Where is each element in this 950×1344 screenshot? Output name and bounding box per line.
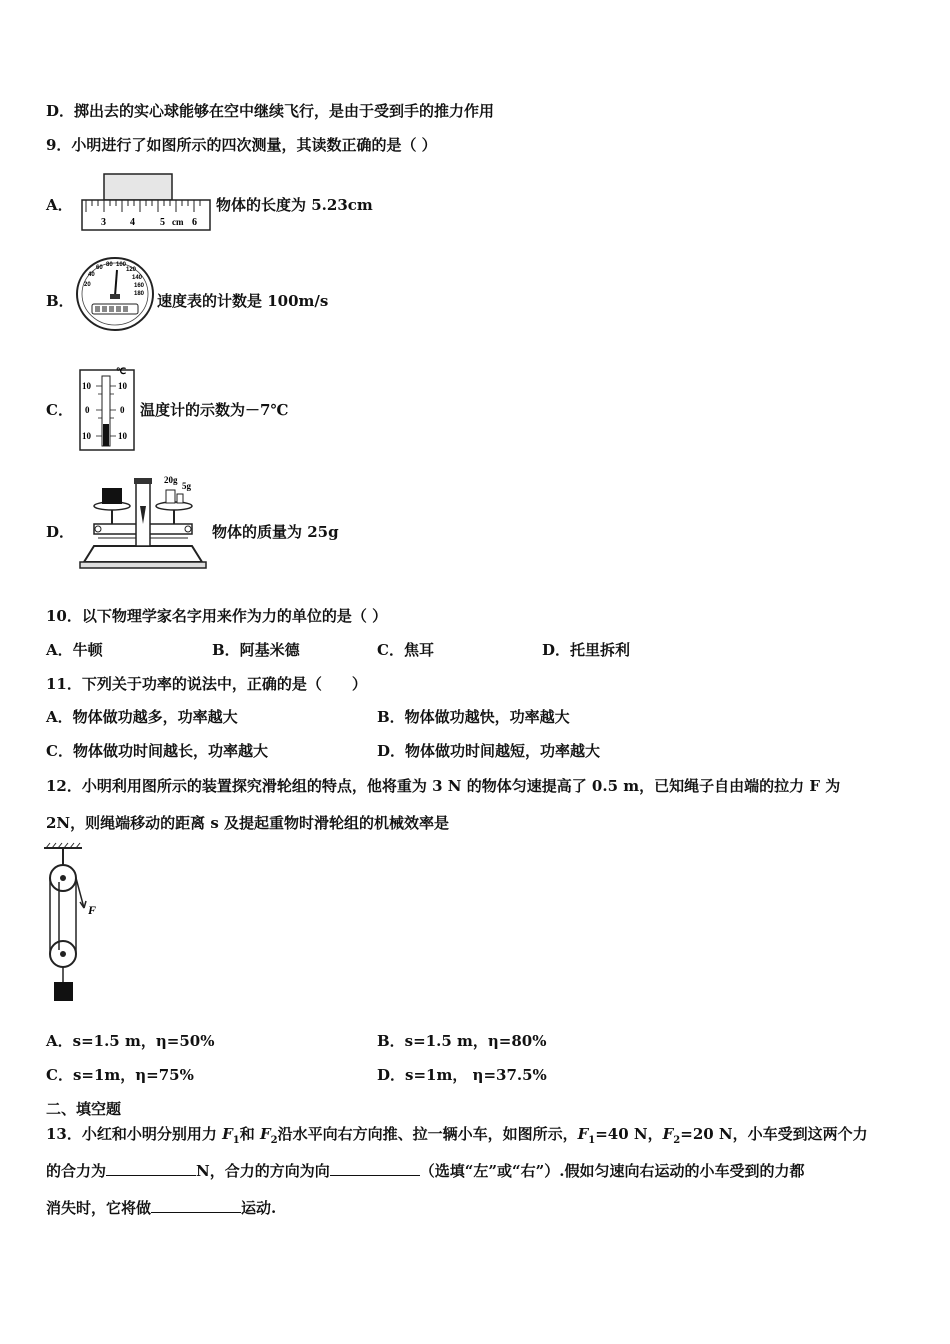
q13-line2-c: （选填“左”或“右”）.假如匀速向右运动的小车受到的力都 — [419, 1162, 805, 1180]
speed-mark-40: 40 — [88, 272, 95, 278]
ruler-figure — [78, 172, 214, 234]
balance-figure — [78, 472, 208, 572]
q12-option-a: A．s=1.5 m，η=50% — [46, 1032, 215, 1050]
q13-line2-b: N，合力的方向为向 — [196, 1162, 330, 1180]
q11-option-d: D．物体做功时间越短，功率越大 — [377, 742, 601, 760]
q13-text-b: 沿水平向右方向推、拉一辆小车，如图所示， — [277, 1125, 578, 1143]
thermo-left-10-bottom: 10 — [82, 431, 91, 441]
ruler-tick-6: 6 — [192, 217, 197, 228]
speed-mark-180: 180 — [134, 291, 145, 297]
weight-5g — [177, 494, 183, 503]
thermometer-unit: ℃ — [116, 366, 127, 376]
ruler-unit: cm — [172, 217, 184, 227]
thermo-right-0: 0 — [120, 405, 125, 415]
balance-base — [84, 546, 202, 562]
q13-line2 — [46, 1161, 804, 1181]
q8-option-d: D．掷出去的实心球能够在空中继续飞行，是由于受到手的推力作用 — [46, 102, 495, 120]
q13-f1-sub: 1 — [232, 1135, 240, 1146]
thermo-right-10-top: 10 — [118, 381, 127, 391]
q13-f2: F — [259, 1125, 271, 1143]
q9-option-d-label: D． — [46, 523, 75, 541]
speed-mark-60: 60 — [96, 265, 103, 271]
weight-20g — [166, 490, 175, 503]
speed-mark-140: 140 — [132, 275, 143, 281]
weight-label-5g: 5g — [182, 481, 191, 491]
q9-option-a-caption: 物体的长度为 5.23cm — [216, 196, 373, 214]
q13-val2: =20 N，小车受到这两个力 — [680, 1125, 868, 1143]
speed-mark-120: 120 — [126, 267, 137, 273]
q9-option-a-label: A． — [46, 196, 73, 214]
q13-line2-a: 的合力为 — [46, 1162, 107, 1180]
q11-option-b: B．物体做功越快，功率越大 — [377, 708, 570, 726]
q10-option-d: D．托里拆利 — [542, 641, 631, 659]
answer-blank-2[interactable] — [330, 1161, 420, 1176]
answer-blank-1[interactable] — [106, 1161, 196, 1176]
q12-option-c: C．s=1m，η=75% — [46, 1066, 194, 1084]
q12-option-d: D．s=1m， η=37.5% — [377, 1066, 547, 1084]
q9-option-c-label: C． — [46, 401, 73, 419]
answer-blank-3[interactable] — [151, 1198, 241, 1213]
mercury-column — [103, 424, 109, 446]
thermometer-figure — [76, 364, 138, 452]
q9-option-b-label: B． — [46, 292, 74, 310]
q13-f2-sub: 2 — [270, 1135, 278, 1146]
measured-object — [102, 488, 122, 504]
measured-block — [104, 174, 172, 200]
q13-val1: =40 N， — [595, 1125, 663, 1143]
q9-stem: 9．小明进行了如图所示的四次测量，其读数正确的是（ ） — [46, 136, 437, 154]
weight-label-20g: 20g — [164, 475, 178, 485]
thermo-right-10-bottom: 10 — [118, 431, 127, 441]
speed-mark-160: 160 — [134, 283, 145, 289]
q13-text-and: 和 — [239, 1125, 260, 1143]
q12-stem-line2: 2N，则绳端移动的距离 s 及提起重物时滑轮组的机械效率是 — [46, 814, 450, 832]
q10-option-c: C．焦耳 — [377, 641, 434, 659]
q10-option-a: A．牛顿 — [46, 641, 103, 659]
q13-line3-a: 消失时，它将做 — [46, 1199, 152, 1217]
q13-line3-b: 运动. — [241, 1199, 277, 1217]
ruler-tick-3: 3 — [101, 217, 106, 228]
q9-option-d-caption: 物体的质量为 25g — [212, 523, 339, 541]
q13-f1b: F — [577, 1125, 589, 1143]
thermo-left-0: 0 — [85, 405, 90, 415]
q13-line1 — [46, 1124, 868, 1151]
q10-option-b: B．阿基米德 — [212, 641, 300, 659]
speed-mark-100: 100 — [116, 262, 127, 268]
q11-option-a: A．物体做功越多，功率越大 — [46, 708, 238, 726]
speedometer-figure — [74, 256, 156, 332]
q10-stem: 10．以下物理学家名字用来作为力的单位的是（ ） — [46, 607, 388, 625]
q13-f2b: F — [662, 1125, 674, 1143]
q12-stem-line1: 12．小明利用图所示的装置探究滑轮组的特点，他将重为 3 N 的物体匀速提高了 0.5 m，已知绳子自由端的拉力 F 为 — [46, 777, 841, 795]
force-label: F — [88, 903, 97, 917]
q13-line3 — [46, 1198, 276, 1218]
q11-stem: 11．下列关于功率的说法中，正确的是（ ） — [46, 675, 367, 693]
ruler-tick-4: 4 — [130, 217, 135, 228]
q13-f1b-sub: 1 — [588, 1135, 596, 1146]
speed-mark-80: 80 — [106, 262, 113, 268]
section-title: 二、填空题 — [46, 1100, 122, 1118]
q13-text-a: 13．小红和小明分别用力 — [46, 1125, 223, 1143]
rope-free-end — [76, 878, 84, 908]
ruler-tick-5: 5 — [160, 217, 165, 228]
q9-option-c-caption: 温度计的示数为－7℃ — [140, 401, 289, 419]
pulley-figure — [40, 842, 120, 1004]
q12-option-b: B．s=1.5 m，η=80% — [377, 1032, 547, 1050]
q9-option-b-caption: 速度表的计数是 100m/s — [157, 292, 329, 310]
load-block — [54, 982, 73, 1001]
q11-option-c: C．物体做功时间越长，功率越大 — [46, 742, 268, 760]
q13-f2b-sub: 2 — [673, 1135, 681, 1146]
thermo-left-10-top: 10 — [82, 381, 91, 391]
q13-f1: F — [222, 1125, 233, 1143]
speed-mark-20: 20 — [84, 282, 91, 288]
